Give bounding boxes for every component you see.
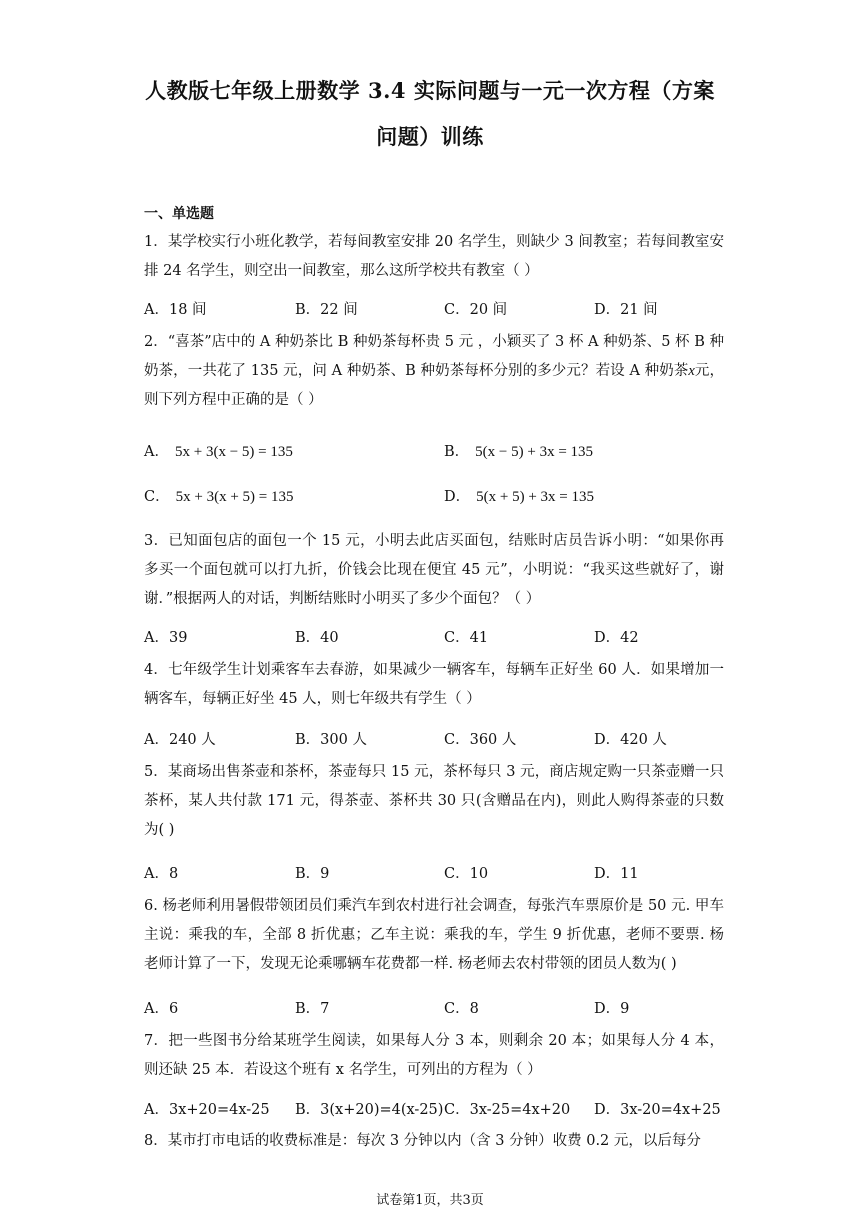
option-d: D．9 <box>594 1001 630 1017</box>
question-1-options <box>144 298 724 322</box>
option-a: A．8 <box>144 866 179 882</box>
option-b <box>444 440 593 461</box>
option-b: B．40 <box>295 630 339 646</box>
page-footer: 试卷第1页，共3页 <box>376 1193 484 1208</box>
option-b: B．300 人 <box>295 732 367 748</box>
question-3-options <box>144 626 724 650</box>
option-d: D．420 人 <box>594 732 667 748</box>
option-letter: B． <box>444 444 470 460</box>
option-c: C．20 间 <box>444 302 508 318</box>
option-a: A．3x+20=4x-25 <box>144 1102 270 1118</box>
option-letter: C． <box>144 489 170 505</box>
option-a: A．39 <box>144 630 188 646</box>
question-4-options <box>144 728 724 752</box>
question-1-text: 1．某学校实行小班化教学，若每间教室安排 20 名学生，则缺少 3 间教室；若每间教室安排 24 名学生，则空出一间教室，那么这所学校共有教室（ ） <box>144 234 724 279</box>
option-c: C．3x-25=4x+20 <box>444 1102 571 1118</box>
question-7-options <box>144 1098 724 1122</box>
equation-formula: 5(x + 5) + 3x = 135 <box>476 489 595 505</box>
option-b: B．7 <box>295 1001 330 1017</box>
section-heading: 一、单选题 <box>144 206 214 222</box>
title-line-1: 人教版七年级上册数学 3.4 实际问题与一元一次方程（方案 <box>145 78 715 103</box>
option-d: D．42 <box>594 630 639 646</box>
option-c: C．360 人 <box>444 732 517 748</box>
option-a: A．240 人 <box>144 732 216 748</box>
question-3-text: 3．已知面包店的面包一个 15 元，小明去此店买面包，结账时店员告诉小明：“如果你再多买一个面包就可以打九折，价钱会比现在便宜 45 元”，小明说：“我买这些就好了，谢谢．”根据两人的对话，判断结账时小明买了多少个面包？（ ） <box>144 533 724 607</box>
equation-formula: 5(x − 5) + 3x = 135 <box>475 444 594 460</box>
option-letter: A． <box>144 444 169 460</box>
question-5-options <box>144 862 724 886</box>
question-2-stem: 2．“喜茶”店中的 A 种奶茶比 B 种奶茶每杯贵 5 元 ，小颖买了 3 杯 A 种奶茶、5 杯 B 种奶茶，一共花了 135 元，问 A 种奶茶、B 种奶茶每杯分别的多少元？若设 A 种奶茶 <box>144 334 724 379</box>
variable-x: x <box>688 363 695 379</box>
option-c: C．8 <box>444 1001 479 1017</box>
option-d: D．11 <box>594 866 639 882</box>
question-4-text: 4．七年级学生计划乘客车去春游，如果减少一辆客车，每辆车正好坐 60 人．如果增加一辆客车，每辆正好坐 45 人，则七年级共有学生（ ） <box>144 662 724 707</box>
option-d: D．21 间 <box>594 302 658 318</box>
option-c: C．10 <box>444 866 489 882</box>
option-c: C．41 <box>444 630 489 646</box>
option-a <box>144 440 293 461</box>
question-2-options-row-1 <box>144 440 724 464</box>
option-letter: D． <box>444 489 471 505</box>
equation-formula: 5x + 3(x − 5) = 135 <box>174 444 293 460</box>
question-2-options-row-2 <box>144 485 724 509</box>
option-a: A．6 <box>144 1001 179 1017</box>
equation-formula: 5x + 3(x + 5) = 135 <box>175 489 294 505</box>
option-c <box>144 485 293 506</box>
option-b: B．3(x+20)=4(x-25) <box>295 1102 444 1118</box>
question-7-text: 7．把一些图书分给某班学生阅读，如果每人分 3 本，则剩余 20 本；如果每人分 4 本，则还缺 25 本．若设这个班有 x 名学生，可列出的方程为（ ） <box>144 1033 724 1078</box>
document-title <box>100 68 760 160</box>
question-5-text: 5．某商场出售茶壶和茶杯，茶壶每只 15 元，茶杯每只 3 元，商店规定购一只茶壶赠一只茶杯，某人共付款 171 元，得茶壶、茶杯共 30 只(含赠品在内)，则此人购得茶壶的只数为( ) <box>144 764 724 838</box>
option-b: B．22 间 <box>295 302 358 318</box>
option-b: B．9 <box>295 866 330 882</box>
option-d <box>444 485 594 506</box>
option-d: D．3x-20=4x+25 <box>594 1102 721 1118</box>
question-6-text: 6. 杨老师利用暑假带领团员们乘汽车到农村进行社会调查，每张汽车票原价是 50 元. 甲车主说：乘我的车，全部 8 折优惠；乙车主说：乘我的车，学生 9 折优惠，老师不要票. 杨老师计算了一下，发现无论乘哪辆车花费都一样. 杨老师去农村带领的团员人数为( ) <box>144 898 724 972</box>
question-8-text: 8．某市打市电话的收费标准是：每次 3 分钟以内（含 3 分钟）收费 0.2 元，以后每分 <box>144 1133 701 1149</box>
option-a: A．18 间 <box>144 302 207 318</box>
question-2-text <box>144 328 724 415</box>
question-6-options <box>144 997 724 1021</box>
title-line-2: 问题）训练 <box>376 124 484 149</box>
question-2-stem-end: 元，则下列方程中正确的是（ ） <box>144 363 725 408</box>
